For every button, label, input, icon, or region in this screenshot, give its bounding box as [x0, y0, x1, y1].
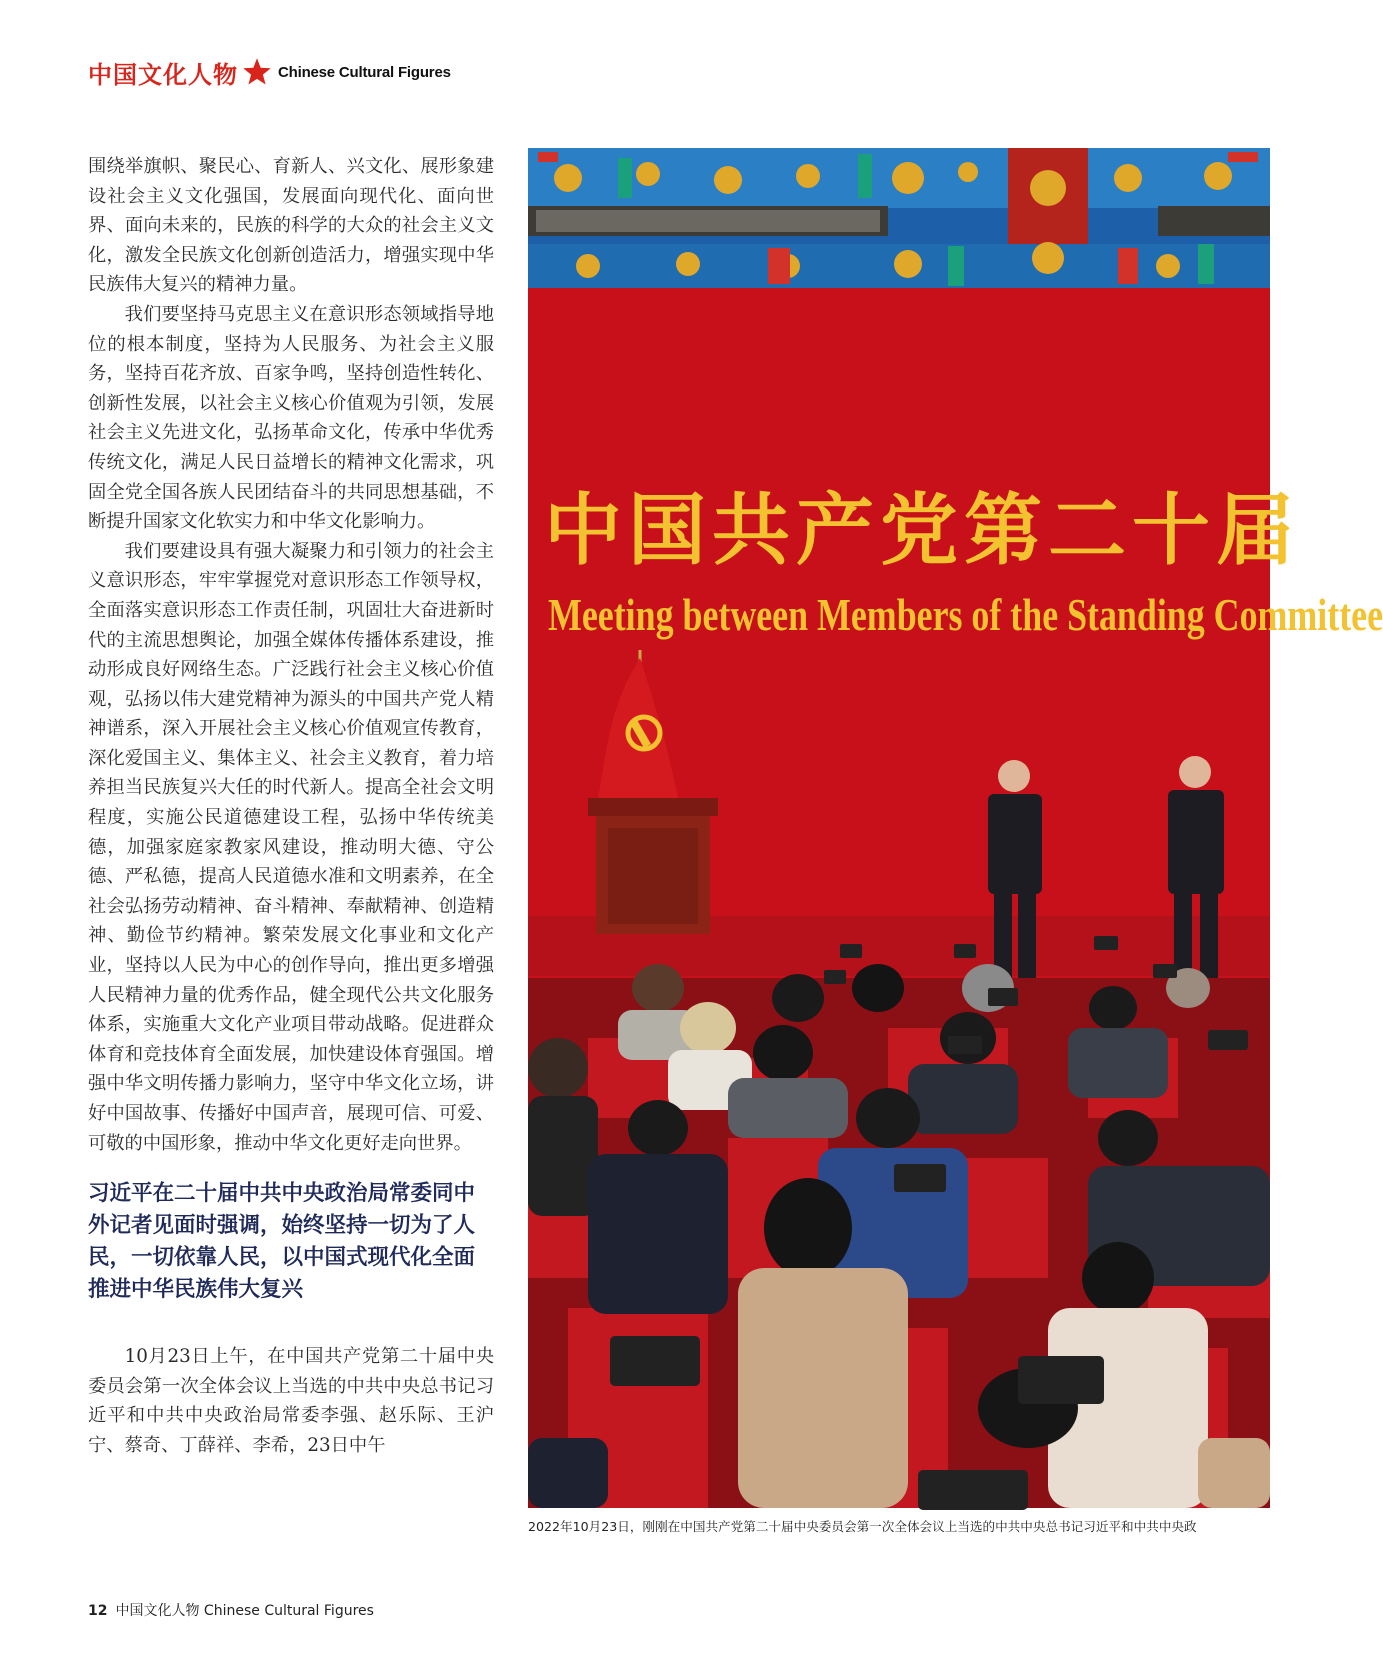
brand-name-english: Chinese Cultural Figures	[278, 63, 451, 81]
photo-caption: 2022年10月23日，刚刚在中国共产党第二十届中央委员会第一次全体会议上当选的中共中央总书记习近平和中共中央政	[528, 1519, 1197, 1534]
page-footer	[88, 1600, 374, 1620]
article-paragraph: 10月23日上午，在中国共产党第二十届中央委员会第一次全体会议上当选的中共中央总书记习近平和中共中央政治局常委李强、赵乐际、王沪宁、蔡奇、丁薛祥、李希，23日中午	[88, 1346, 494, 1456]
backdrop-title-english: Meeting between Members of the Standing Committee	[548, 589, 1383, 640]
party-flag	[598, 650, 678, 798]
red-star-icon	[242, 57, 272, 87]
magazine-header	[88, 52, 451, 92]
stage-and-audience-scene	[528, 148, 1270, 1508]
press-conference-photo	[528, 148, 1383, 1508]
page-number: 12	[88, 1603, 108, 1619]
article-paragraph: 我们要建设具有强大凝聚力和引领力的社会主义意识形态，牢牢掌握党对意识形态工作领导权，全面落实意识形态工作责任制，巩固壮大奋进新时代的主流思想舆论，加强全媒体传播体系建设，推动形成良好网络生态。广泛践行社会主义核心价值观，弘扬以伟大建党精神为源头的中国共产党人精神谱系，深入开展社会主义核心价值观宣传教育，深化爱国主义、集体主义、社会主义教育，着力培养担当民族复兴大任的时代新人。提高全社会文明程度，实施公民道德建设工程，弘扬中华传统美德，加强家庭家教家风建设，推动明大德、守公德、严私德，提高人民道德水准和文明素养，在全社会弘扬劳动精神、奋斗精神、奉献精神、创造精神、勤俭节约精神。繁荣发展文化事业和文化产业，坚持以人民为中心的创作导向，推出更多增强人民精神力量的优秀作品，健全现代公共文化服务体系，实施重大文化产业项目带动战略。促进群众体育和竞技体育全面发展，加快建设体育强国。增强中华文明传播力影响力，坚守中华文化立场，讲好中国故事、传播好中国声音，展现可信、可爱、可敬的中国形象，推动中华文化更好走向世界。	[88, 540, 494, 1154]
backdrop-title-chinese: 中国共产党第二十届	[544, 485, 1301, 576]
article-paragraph: 我们要坚持马克思主义在意识形态领域指导地位的根本制度，坚持为人民服务、为社会主义服务，坚持百花齐放、百家争鸣，坚持创造性转化、创新性发展，以社会主义核心价值观为引领，发展社会主义先进文化，弘扬革命文化，传承中华优秀传统文化，满足人民日益增长的精神文化需求，巩固全党全国各族人民团结奋斗的共同思想基础，不断提升国家文化软实力和中华文化影响力。	[88, 303, 494, 533]
article-column	[88, 152, 494, 1461]
publication-name: 中国文化人物 Chinese Cultural Figures	[115, 1603, 374, 1619]
article-paragraph: 围绕举旗帜、聚民心、育新人、兴文化、展形象建设社会主义文化强国，发展面向现代化、面向世界、面向未来的，民族的科学的大众的社会主义文化，激发全民族文化创新创造活力，增强实现中华民族伟大复兴的精神力量。	[88, 156, 494, 296]
brand-name-chinese: 中国文化人物	[88, 59, 238, 89]
podium	[588, 798, 718, 934]
article-subheading: 习近平在二十届中共中央政治局常委同中外记者见面时强调，始终坚持一切为了人民，一切依靠人民，以中国式现代化全面推进中华民族伟大复兴	[88, 1181, 476, 1303]
